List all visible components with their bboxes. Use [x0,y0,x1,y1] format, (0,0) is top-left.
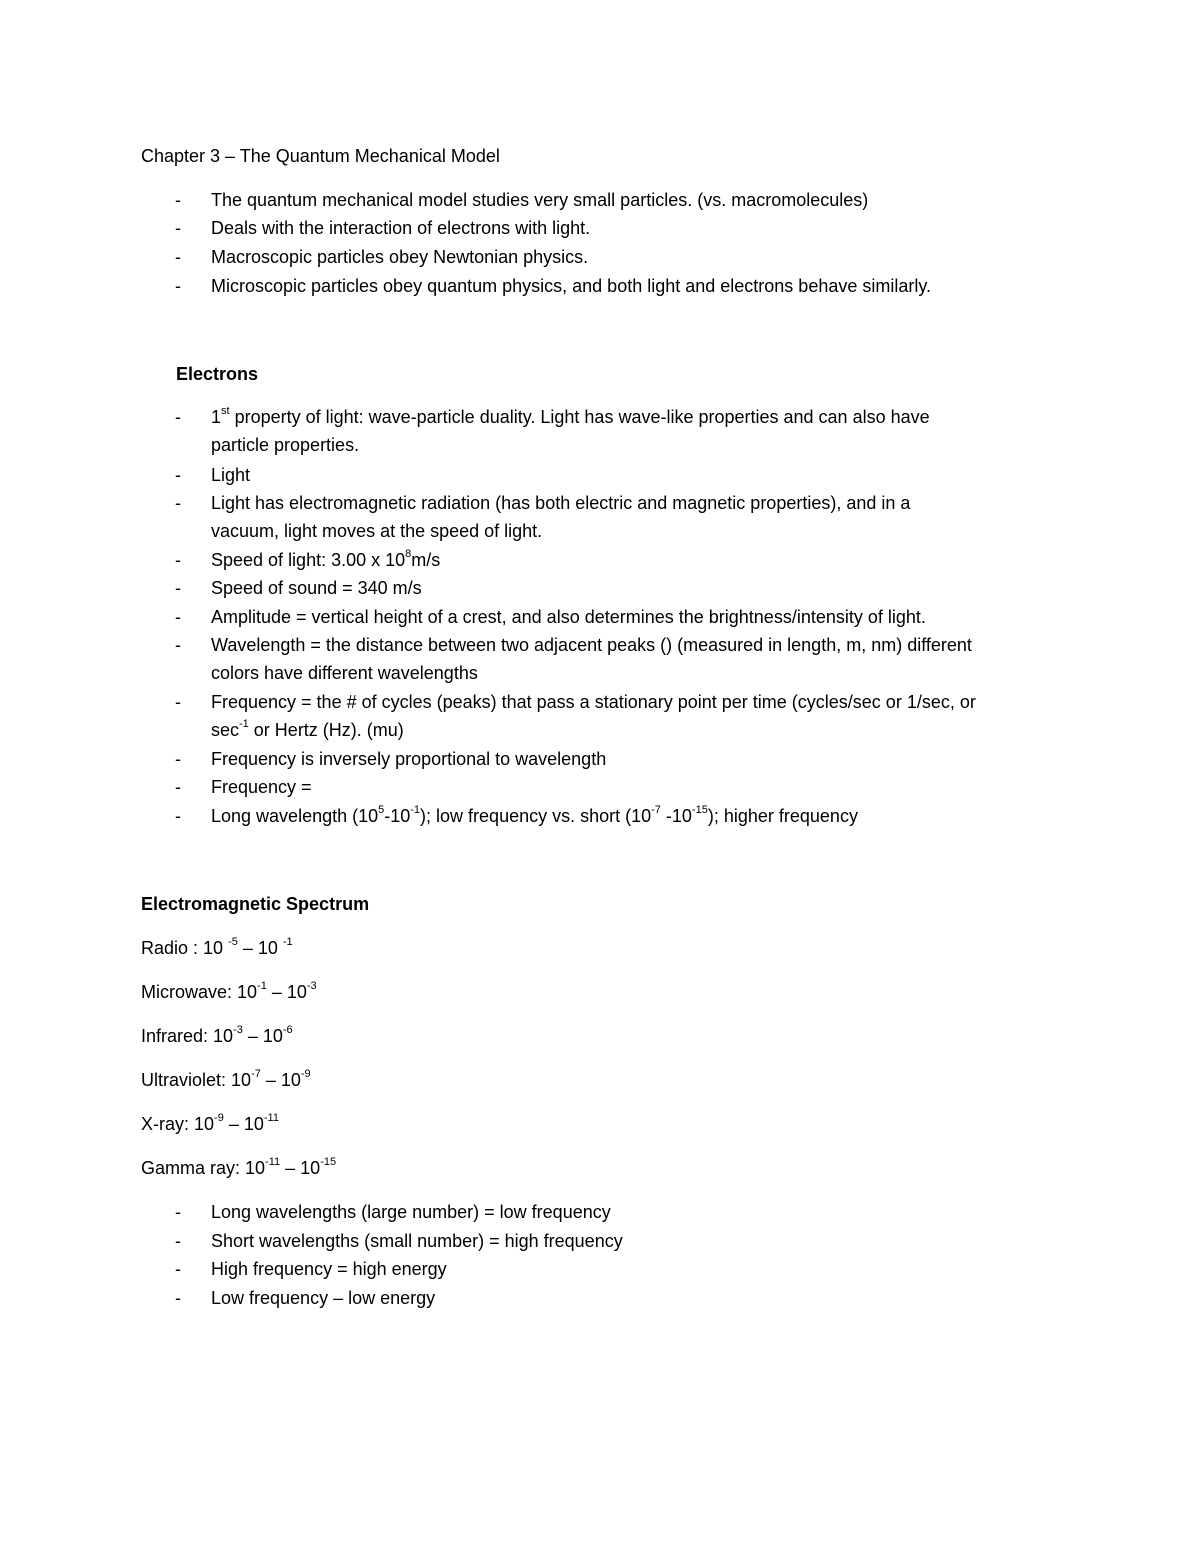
dash: - [175,493,181,513]
dash: - [175,218,181,238]
superscript: -3 [306,980,317,992]
text-run: – 10 [237,938,283,958]
text-run: or Hertz (Hz). (mu) [248,720,404,740]
list-item [211,803,858,829]
list-item: Wavelength = the distance between two adjacent peaks () (measured in length, m, nm) different [211,635,972,655]
superscript: -1 [282,936,293,948]
list-item: Short wavelengths (small number) = high frequency [211,1231,623,1251]
dash: - [175,1231,181,1251]
superscript: 5 [378,804,385,816]
dash: - [175,276,181,296]
dash: - [175,407,181,427]
superscript: -7 [251,1068,261,1080]
superscript: -1 [239,718,249,730]
text-run: m/s [411,550,441,570]
superscript: -15 [320,1156,337,1168]
superscript: -7 [651,804,661,816]
list-item: Long wavelengths (large number) = low frequency [211,1202,611,1222]
text-run: 1 [211,407,222,427]
list-item: Frequency is inversely proportional to wavelength [211,749,607,769]
text-run: – 10 [260,1070,301,1090]
text-run: ); higher frequency [707,806,858,826]
list-item-continuation: vacuum, light moves at the speed of light. [211,521,543,541]
text-run: Radio : 10 [141,938,229,958]
text-run: Long wavelength (10 [211,806,379,826]
dash: - [175,550,181,570]
list-item-continuation [211,717,404,743]
dash: - [175,247,181,267]
superscript: -3 [233,1024,243,1036]
dash: - [175,692,181,712]
text-run: X-ray: 10 [141,1114,215,1134]
text-run: sec [211,720,240,740]
dash: - [175,465,181,485]
list-item: Macroscopic particles obey Newtonian physics. [211,247,589,267]
list-item: Frequency = [211,777,312,797]
text-run: Speed of light: 3.00 x 10 [211,550,406,570]
superscript: -9 [300,1068,311,1080]
list-item: Light [211,465,251,485]
text-run: – 10 [242,1026,283,1046]
list-item-continuation: colors have different wavelengths [211,663,478,683]
spectrum-heading: Electromagnetic Spectrum [141,894,370,914]
spectrum-microwave [141,979,317,1005]
list-item: Frequency = the # of cycles (peaks) that pass a stationary point per time (cycles/sec or 1/sec, or [211,692,976,712]
dash: - [175,777,181,797]
list-item: Deals with the interaction of electrons with light. [211,218,591,238]
list-item [211,547,440,573]
electrons-heading: Electrons [176,364,259,384]
superscript: -11 [265,1156,281,1168]
superscript: 8 [405,548,412,560]
spectrum-xray [141,1111,279,1137]
list-item: Low frequency – low energy [211,1288,436,1308]
chapter-heading: Chapter 3 – The Quantum Mechanical Model [141,146,500,166]
text-run: – 10 [280,1158,321,1178]
spectrum-ultraviolet [141,1067,311,1093]
text-run: -10 [384,806,411,826]
list-item: Light has electromagnetic radiation (has both electric and magnetic properties), and in a [211,493,911,513]
list-item: Amplitude = vertical height of a crest, and also determines the brightness/intensity of light. [211,607,926,627]
superscript: -1 [410,804,421,816]
list-item [211,404,930,430]
list-item-continuation: particle properties. [211,435,360,455]
text-run: property of light: wave-particle duality. Light has wave-like properties and can also have [229,407,930,427]
text-run: – 10 [266,982,307,1002]
text-run: Microwave: 10 [141,982,258,1002]
text-run: – 10 [223,1114,264,1134]
spectrum-infrared [141,1023,293,1049]
dash: - [175,607,181,627]
list-item: Speed of sound = 340 m/s [211,578,422,598]
superscript: -11 [263,1112,279,1124]
list-item: High frequency = high energy [211,1259,447,1279]
text-run: -10 [660,806,692,826]
dash: - [175,1288,181,1308]
dash: - [175,578,181,598]
dash: - [175,635,181,655]
text-run: Infrared: 10 [141,1026,234,1046]
dash: - [175,190,181,210]
list-item: The quantum mechanical model studies very small particles. (vs. macromolecules) [211,190,869,210]
superscript: -6 [282,1024,293,1036]
dash: - [175,806,181,826]
text-run: Ultraviolet: 10 [141,1070,252,1090]
text-run: Gamma ray: 10 [141,1158,266,1178]
list-item: Microscopic particles obey quantum physics, and both light and electrons behave similarly. [211,276,932,296]
spectrum-radio [141,935,293,961]
superscript: -15 [691,804,708,816]
dash: - [175,1202,181,1222]
superscript: st [221,405,230,417]
superscript: -9 [214,1112,224,1124]
text-run: ); low frequency vs. short (10 [420,806,652,826]
superscript: -1 [257,980,267,992]
spectrum-gamma [141,1155,336,1181]
dash: - [175,1259,181,1279]
superscript: -5 [228,936,238,948]
dash: - [175,749,181,769]
